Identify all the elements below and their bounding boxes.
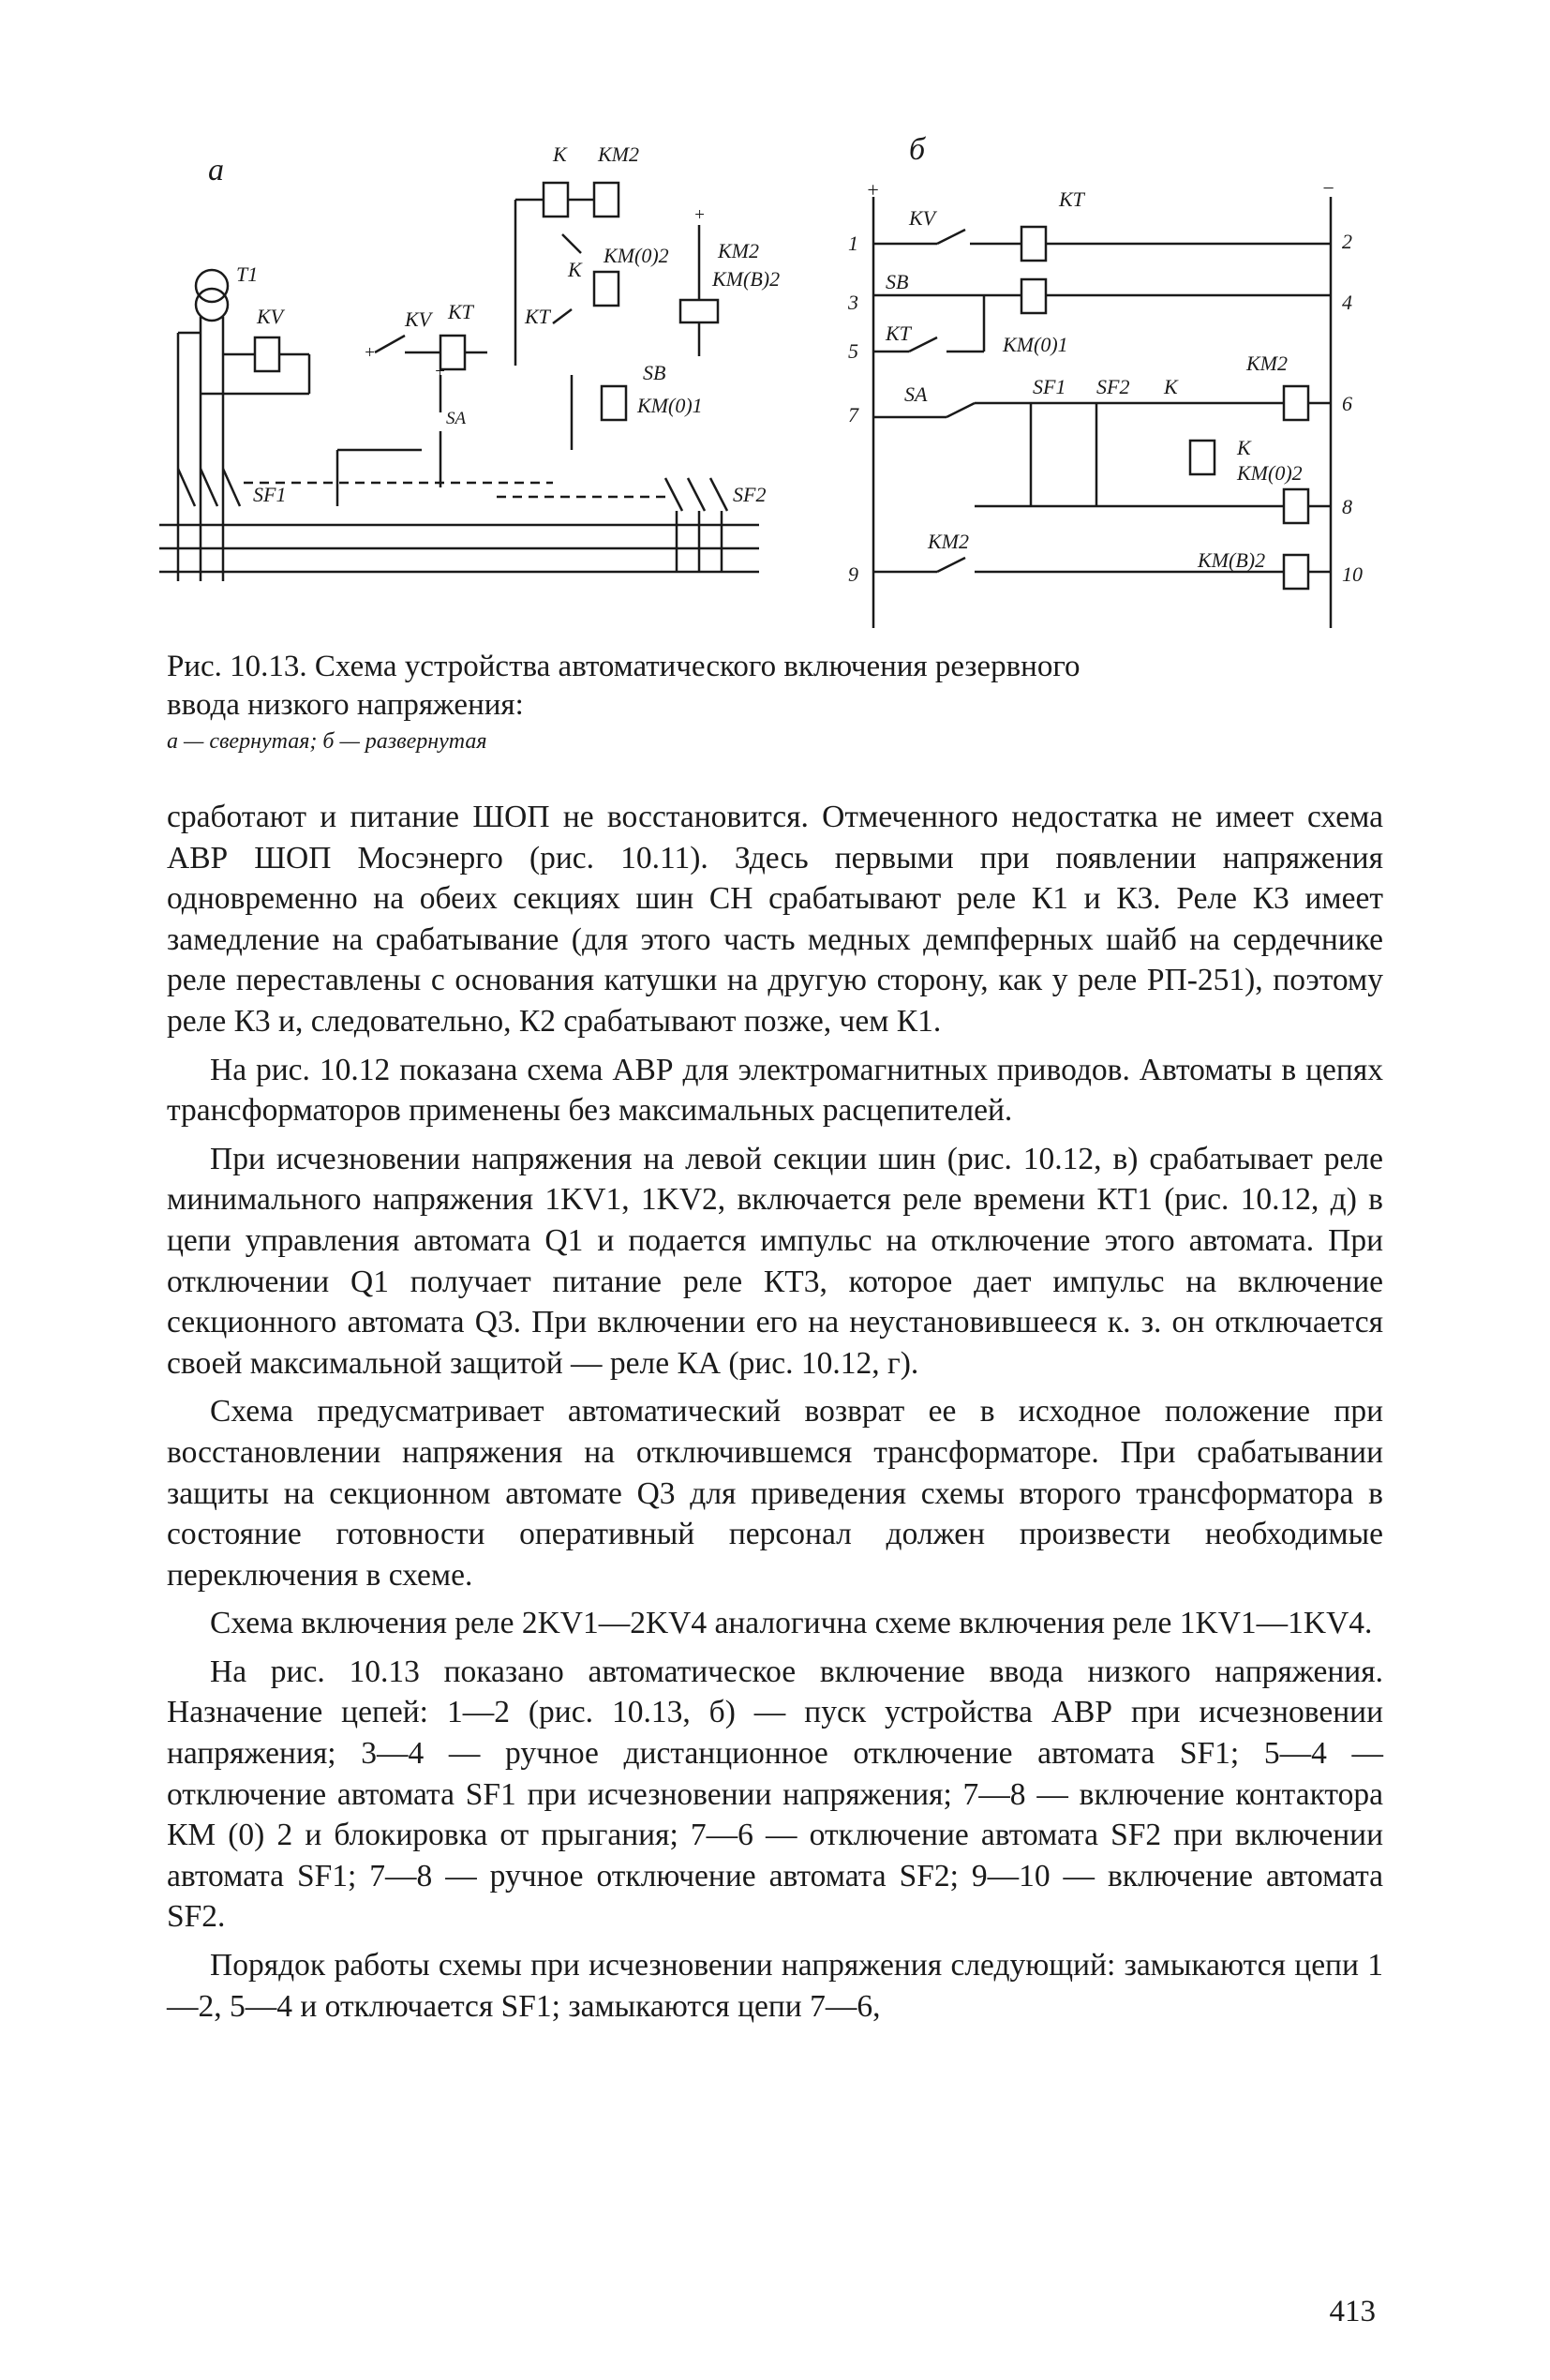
svg-text:SB: SB xyxy=(643,361,666,384)
svg-text:8: 8 xyxy=(1342,495,1352,518)
svg-text:KV: KV xyxy=(405,307,432,331)
svg-text:+: + xyxy=(866,178,880,202)
svg-text:KM(0)1: KM(0)1 xyxy=(637,394,703,417)
svg-text:K: K xyxy=(553,142,567,166)
svg-text:KM(B)2: KM(B)2 xyxy=(1198,548,1266,572)
paragraph: При исчезновении напряжения на левой секции шин (рис. 10.12, в) срабатывает реле минимального напряжения 1KV1, 1KV2, включается реле времени КТ1 (рис. 10.12, д) в цепи управления автомата Q1 и подается импульс на отключение этого автомата. При отключении Q1 получает питание реле КТ3, которое дает импульс на включение секционного автомата Q3. При включении его на неустановившееся к. з. он отключается своей максимальной защитой — реле КА (рис. 10.12, г). xyxy=(167,1141,1383,1381)
svg-text:KT: KT xyxy=(1059,187,1084,211)
svg-text:−: − xyxy=(1321,176,1335,200)
figure-10-13 xyxy=(159,112,1396,637)
svg-text:10: 10 xyxy=(1342,562,1363,586)
svg-text:9: 9 xyxy=(848,562,858,586)
svg-text:SB: SB xyxy=(886,270,909,293)
svg-text:SA: SA xyxy=(904,382,928,406)
paragraph: сработают и питание ШОП не восстановится. Отмеченного недостатка не имеет схема АВР ШОП Мосэнерго (рис. 10.11). Здесь первыми при появлении напряжения одновременно на обеих секциях шин СН срабатывают реле К1 и К3. Реле К3 имеет замедление на срабатывание (для этого часть медных демпферных шайб на сердечнике реле переставлены с основания катушки на другую сторону, как у реле РП-251), поэтому реле К3 и, следовательно, К2 срабатывают позже, чем К1. xyxy=(167,800,1383,1039)
paragraph: На рис. 10.12 показана схема АВР для электромагнитных приводов. Автоматы в цепях трансформаторов применены без максимальных расцепителей. xyxy=(167,1052,1383,1129)
caption-subtitle: а — свернутая; б — развернутая xyxy=(167,729,487,754)
paragraph: Схема включения реле 2KV1—2KV4 аналогична схеме включения реле 1KV1—1KV4. xyxy=(210,1606,1373,1641)
svg-text:3: 3 xyxy=(848,291,858,314)
svg-text:7: 7 xyxy=(848,403,858,427)
svg-text:K: K xyxy=(1237,436,1251,459)
svg-text:1: 1 xyxy=(848,232,858,255)
svg-text:KM2: KM2 xyxy=(598,142,639,166)
svg-text:5: 5 xyxy=(848,339,858,363)
paragraph: Порядок работы схемы при исчезновении напряжения следующий: замыкаются цепи 1—2, 5—4 и отключается SF1; замыкаются цепи 7—6, xyxy=(167,1948,1383,2024)
svg-text:KT: KT xyxy=(525,305,550,328)
svg-text:KM(0)1: KM(0)1 xyxy=(1003,333,1068,356)
body-text xyxy=(167,797,1383,2034)
svg-text:KV: KV xyxy=(257,305,284,328)
paragraph: На рис. 10.13 показано автоматическое включение ввода низкого напряжения. Назначение цепей: 1—2 (рис. 10.13, б) — пуск устройства АВР при исчезновении напряжения; 3—4 — ручное дистанционное отключение автомата SF1; 5—4 — отключение автомата SF1 при исчезновении напряжения; 7—8 — включение контактора КМ (0) 2 и блокировка от прыгания; 7—6 — отключение автомата SF2 при включении автомата SF1; 7—8 — ручное отключение автомата SF2; 9—10 — включение автомата SF2. xyxy=(167,1654,1383,1935)
svg-text:KM(0)2: KM(0)2 xyxy=(604,244,669,267)
svg-text:KM2: KM2 xyxy=(718,239,759,262)
paragraph: Схема предусматривает автоматический возврат ее в исходное положение при восстановлении напряжения на отключившемся трансформаторе. При срабатывании защиты на секционном автомате Q3 для приведения схемы второго трансформатора в состояние готовности оперативный персонал должен произвести необходимые переключения в схеме. xyxy=(167,1394,1383,1593)
svg-text:K: K xyxy=(568,258,582,281)
svg-text:SF2: SF2 xyxy=(1096,375,1130,398)
svg-text:K: K xyxy=(1164,375,1178,398)
svg-text:KM2: KM2 xyxy=(928,530,969,553)
svg-text:4: 4 xyxy=(1342,291,1352,314)
svg-text:KT: KT xyxy=(448,300,473,323)
svg-text:+: + xyxy=(364,343,376,363)
svg-text:KM(B)2: KM(B)2 xyxy=(712,267,781,291)
svg-text:KM2: KM2 xyxy=(1246,352,1288,375)
svg-text:KM(0)2: KM(0)2 xyxy=(1237,461,1303,485)
panel-a-label: а xyxy=(208,153,224,187)
svg-text:KT: KT xyxy=(886,322,911,345)
circuit-diagram xyxy=(159,112,1396,637)
caption-title-line1: Рис. 10.13. Схема устройства автоматического включения резервного xyxy=(167,650,1081,683)
svg-text:+: + xyxy=(434,362,446,382)
page-number: 413 xyxy=(1329,2295,1376,2328)
figure-caption xyxy=(167,647,1385,755)
panel-b-label: б xyxy=(909,132,926,167)
svg-text:T1: T1 xyxy=(236,262,259,286)
svg-text:SA: SA xyxy=(446,409,467,428)
svg-text:SF1: SF1 xyxy=(1033,375,1066,398)
svg-text:2: 2 xyxy=(1342,230,1352,253)
svg-text:6: 6 xyxy=(1342,392,1352,415)
svg-text:SF2: SF2 xyxy=(733,483,767,506)
svg-text:+: + xyxy=(693,205,706,225)
svg-text:SF1: SF1 xyxy=(253,483,287,506)
svg-text:KV: KV xyxy=(909,206,936,230)
caption-title-line2: ввода низкого напряжения: xyxy=(167,688,524,722)
